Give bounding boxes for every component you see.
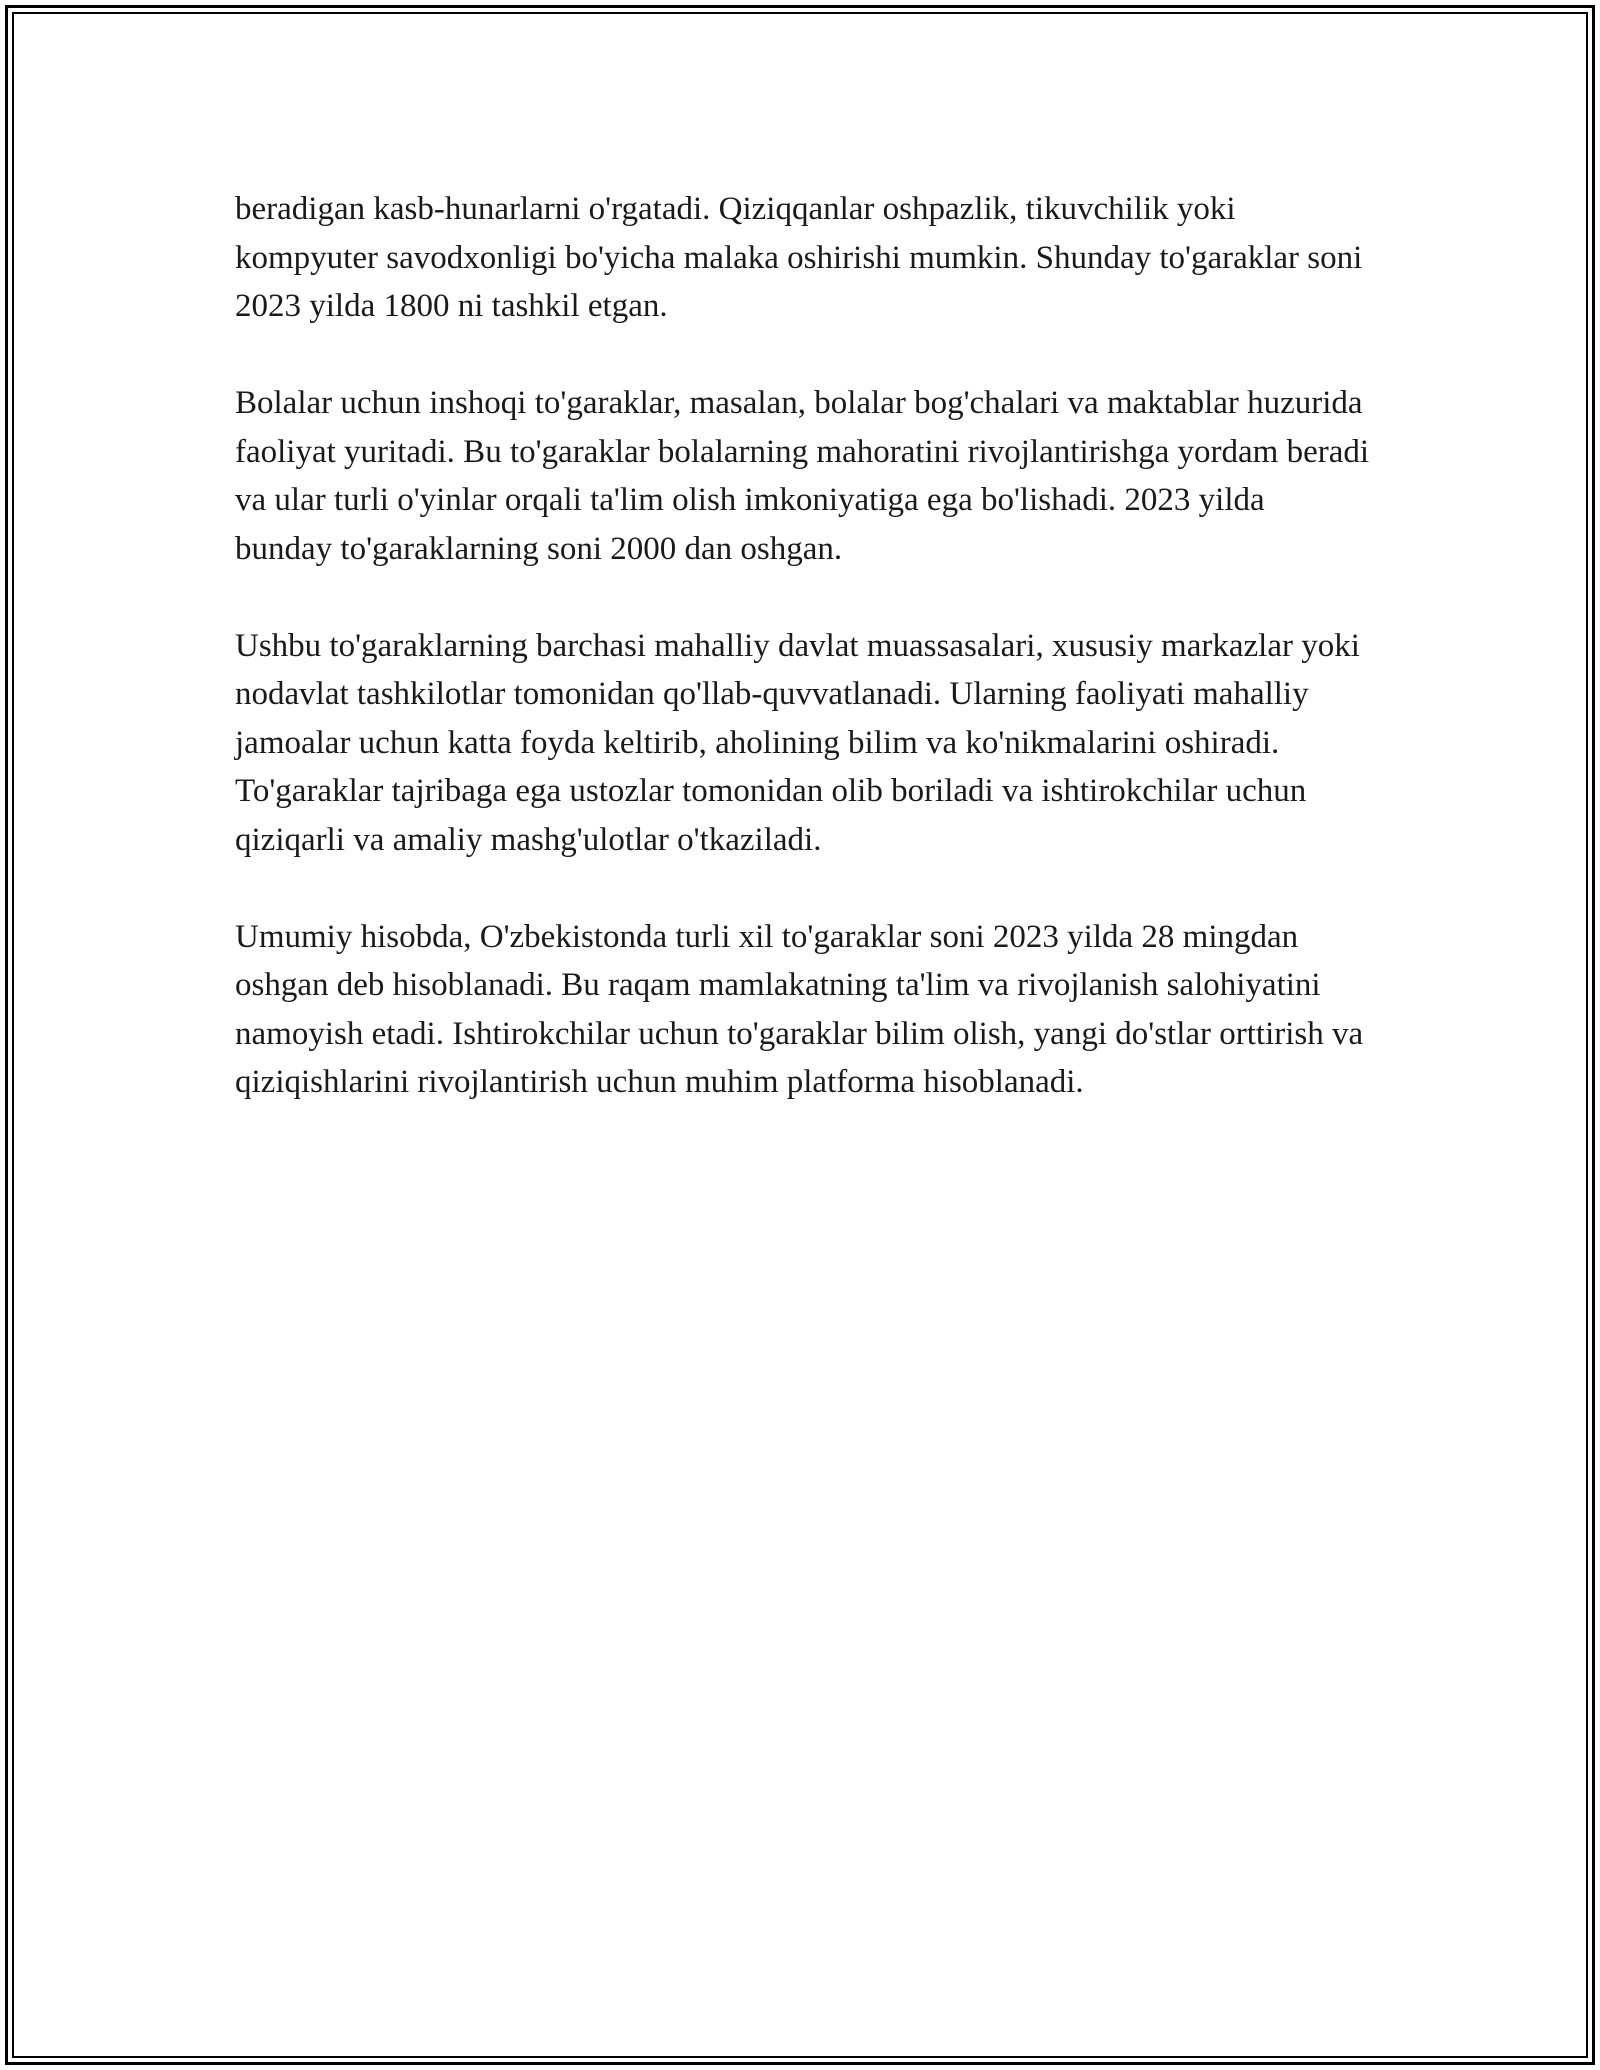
paragraph-3: Ushbu to'garaklarning barchasi mahalliy davlat muassasalari, xususiy markazlar yoki nodavlat tashkilotlar tomonidan qo'llab-quvvatlanadi. Ularning faoliyati mahalliy jamoalar uchun katta foyda keltirib, aholining bilim va ko'nikmalarini oshiradi. To'garaklar tajribaga ega ustozlar tomonidan olib boriladi va ishtirokchilar uchun qiziqarli va amaliy mashg'ulotlar o'tkaziladi. [235,627,1360,858]
document-body [235,185,1370,1155]
paragraph-4: Umumiy hisobda, O'zbekistonda turli xil to'garaklar soni 2023 yilda 28 mingdan oshgan deb hisoblanadi. Bu raqam mamlakatning ta'lim va rivojlanish salohiyatini namoyish etadi. Ishtirokchilar uchun to'garaklar bilim olish, yangi do'stlar orttirish va qiziqishlarini rivojlantirish uchun muhim platforma hisoblanadi. [235,918,1364,1100]
paragraph-1: beradigan kasb-hunarlarni o'rgatadi. Qiziqqanlar oshpazlik, tikuvchilik yoki kompyuter savodxonligi bo'yicha malaka oshirishi mumkin. Shunday to'garaklar soni 2023 yilda 1800 ni tashkil etgan. [235,191,1363,324]
paragraph-2: Bolalar uchun inshoqi to'garaklar, masalan, bolalar bog'chalari va maktablar huzurida faoliyat yuritadi. Bu to'garaklar bolalarning mahoratini rivojlantirishga yordam beradi va ular turli o'yinlar orqali ta'lim olish imkoniyatiga ega bo'lishadi. 2023 yilda bunday to'garaklarning soni 2000 dan oshgan. [235,385,1370,567]
